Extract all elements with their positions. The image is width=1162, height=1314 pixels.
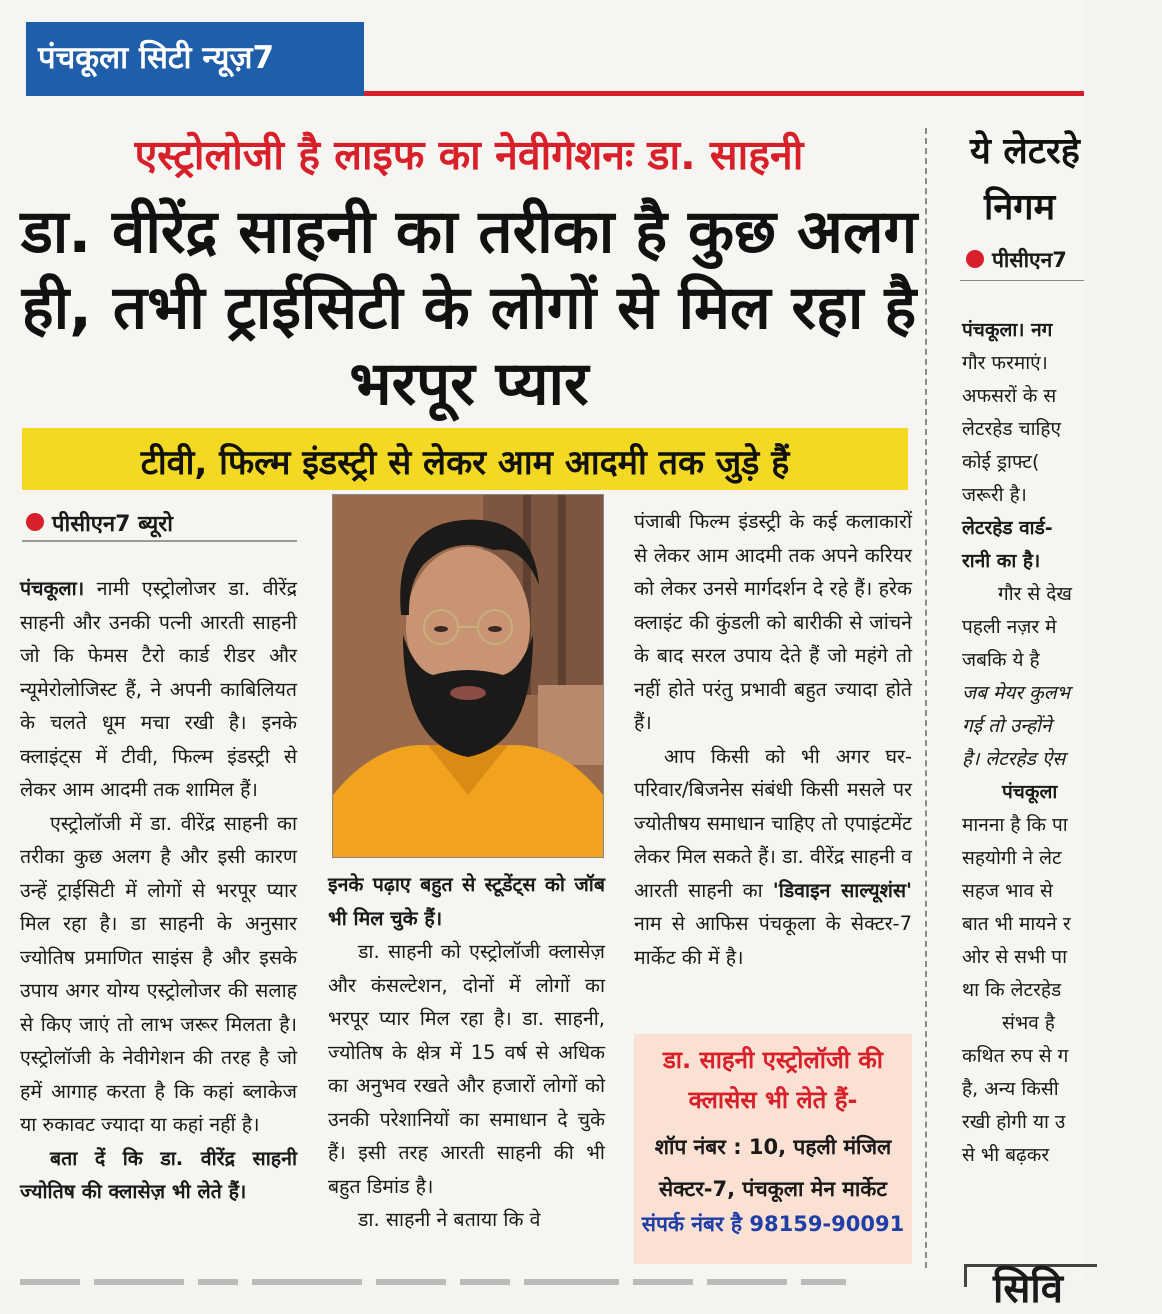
- contact-callout: [634, 1034, 912, 1264]
- side-byline-rule: [960, 280, 1084, 281]
- bullet-dot-icon: [26, 513, 44, 531]
- side-line: कथित रुप से ग: [962, 1045, 1069, 1067]
- article-column-2: [328, 868, 605, 1237]
- side-line: लेटरहेड चाहिए: [962, 418, 1062, 440]
- byline-text: पीसीएन7 ब्यूरो: [52, 512, 173, 537]
- col1-para-3: बता दें कि डा. वीरेंद्र साहनी ज्योतिष की क्लासेज़ भी लेते हैं।: [20, 1146, 297, 1203]
- side-line: ओर से सभी पा: [962, 946, 1068, 968]
- callout-heading: डा. साहनी एस्ट्रोलॉजी की क्लासेस भी लेते हैं-: [662, 1046, 884, 1114]
- article-kicker: एस्ट्रोलोजी है लाइफ का नेवीगेशनः डा. साहनी: [134, 131, 804, 179]
- masthead-rule: [364, 91, 1084, 96]
- side-bullet-dot-icon: [966, 250, 984, 268]
- side-line: रखी होगी या उ: [962, 1111, 1066, 1133]
- astrologer-photo: [332, 494, 604, 858]
- side-line: जरूरी है।: [962, 484, 1027, 506]
- side-line: पहली नज़र मे: [962, 616, 1057, 638]
- side-line: जब मेयर कुलभ: [962, 682, 1071, 704]
- next-article-headline: सिवि: [993, 1266, 1063, 1312]
- side-line: अफसरों के स: [962, 385, 1057, 407]
- side-line: से भी बढ़कर: [962, 1144, 1050, 1166]
- office-name: 'डिवाइन साल्यूशंस': [772, 878, 912, 902]
- subhead-bar: [22, 428, 908, 490]
- masthead-title: पंचकूला सिटी न्यूज़7: [38, 40, 275, 76]
- side-article-headline: [970, 124, 1080, 236]
- next-article-box: [964, 1264, 1097, 1312]
- col2-para-3: डा. साहनी ने बताया कि वे: [358, 1208, 541, 1231]
- side-headline-line-2: निगम: [984, 187, 1056, 228]
- col3-para-1: पंजाबी फिल्म इंडस्ट्री के कई कलाकारों से लेकर आम आदमी तक अपने करियर को लेकर उनसे मार्गदर्शन दे रहे हैं। हरेक क्लाइंट की कुंडली को बारीकी से जांचने के बाद सरल उपाय देते हैं जो महंगे तो नहीं होते परंतु प्रभावी बहुत ज्यादा होते हैं।: [634, 510, 912, 734]
- article-headline: डा. वीरेंद्र साहनी का तरीका है कुछ अलग ही, तभी ट्राईसिटी के लोगों से मिल रहा है भरपूर प्यार: [20, 197, 918, 419]
- side-byline-text: पीसीएन7: [992, 248, 1067, 272]
- side-headline-line-1: ये लेटरहे: [970, 131, 1080, 172]
- callout-shop: शॉप नंबर : 10, पहली मंजिल: [654, 1135, 892, 1159]
- col3-para-2a: आप किसी को भी अगर घर-परिवार/बिजनेस संबंधी किसी मसले पर ज्योतीषय समाधान चाहिए तो एपाइंटमेंट लेकर मिल सकते हैं। डा. वीरेंद्र साहनी व आरती साहनी का: [634, 744, 912, 902]
- side-line: है। लेटरहेड ऐस: [962, 748, 1066, 770]
- side-line: था कि लेटरहेड: [962, 979, 1062, 1001]
- side-line: कोई ड्राफ्ट(: [962, 451, 1040, 473]
- callout-address: [634, 1126, 912, 1210]
- side-line: बात भी मायने र: [962, 913, 1071, 935]
- side-line: लेटरहेड वार्ड-: [962, 517, 1053, 539]
- side-line: संभव है: [1002, 1012, 1055, 1034]
- side-line: गौर से देख: [998, 583, 1072, 605]
- article-column-3: [634, 505, 912, 974]
- cropped-text-strip: [20, 1270, 910, 1280]
- article-column-1: [20, 572, 297, 1209]
- side-line: सहज भाव से: [962, 880, 1053, 902]
- side-article-body: [962, 314, 1162, 1172]
- article-byline: [22, 508, 297, 542]
- col2-para-1: इनके पढ़ाए बहुत से स्टूडेंट्स को जॉब भी मिल चुके हैं।: [328, 873, 605, 930]
- side-line: मानना है कि पा: [962, 814, 1068, 836]
- side-line: पंचकूला: [1002, 781, 1058, 803]
- side-line: रानी का है।: [962, 550, 1041, 572]
- callout-phone: संपर्क नंबर है 98159-90091: [641, 1212, 905, 1236]
- column-divider: [925, 128, 927, 1268]
- side-line: गौर फरमाएं।: [962, 352, 1048, 374]
- side-line: गई तो उन्होंने: [962, 715, 1052, 737]
- side-line: है, अन्य किसी: [962, 1078, 1059, 1100]
- side-line: जबकि ये है: [962, 649, 1040, 671]
- col1-para-2: एस्ट्रोलॉजी में डा. वीरेंद्र साहनी का तरीका कुछ अलग है और इसी कारण उन्हें ट्राईसिटी में लोगों से भरपूर प्यार मिल रहा है। डा साहनी के अनुसार ज्योतिष प्रमाणित साइंस है और इसके उपाय अगर योग्य एस्ट्रोलोजर की सलाह से किए जाएं तो लाभ जरूर मिलता है। एस्ट्रोलॉजी के नेवीगेशन की तरह है जो हमें आगाह करता है कि कहां ब्लाकेज या रुकावट ज्यादा या कहां नहीं है।: [20, 811, 297, 1136]
- col3-para-2c: नाम से आफिस पंचकूला के सेक्टर-7 मार्केट की में है।: [634, 912, 912, 969]
- side-line: सहयोगी ने लेट: [962, 847, 1062, 869]
- col1-para-1: नामी एस्ट्रोलोजर डा. वीरेंद्र साहनी और उनकी पत्नी आरती साहनी जो कि फेमस टैरो कार्ड रीडर और न्यूमेरोलोजिस्ट हैं, ने अपनी काबिलियत के चलते धूम मचा रखी है। इनके क्लाइंट्स में टीवी, फिल्म इंडस्ट्री से लेकर आम आदमी तक शामिल हैं।: [20, 577, 297, 801]
- masthead-banner: [26, 22, 364, 96]
- callout-sector: सेक्टर-7, पंचकूला मेन मार्केट: [658, 1177, 888, 1201]
- article-subhead: टीवी, फिल्म इंडस्ट्री से लेकर आम आदमी तक जुड़े हैं: [140, 443, 790, 483]
- col2-para-2: डा. साहनी को एस्ट्रोलॉजी क्लासेज़ और कंसल्टेशन, दोनों में लोगों का भरपूर प्यार मिल रहा है। डा. साहनी, ज्योतिष के क्षेत्र में 15 वर्ष से अधिक का अनुभव रखते और हजारों लोगों को उनकी परेशानियों का समाधान दे चुके हैं। इसी तरह आरती साहनी की भी बहुत डिमांड है।: [328, 940, 605, 1198]
- portrait-illustration: [333, 495, 603, 857]
- dateline: पंचकूला।: [20, 577, 85, 600]
- side-line: पंचकूला। नग: [962, 319, 1053, 341]
